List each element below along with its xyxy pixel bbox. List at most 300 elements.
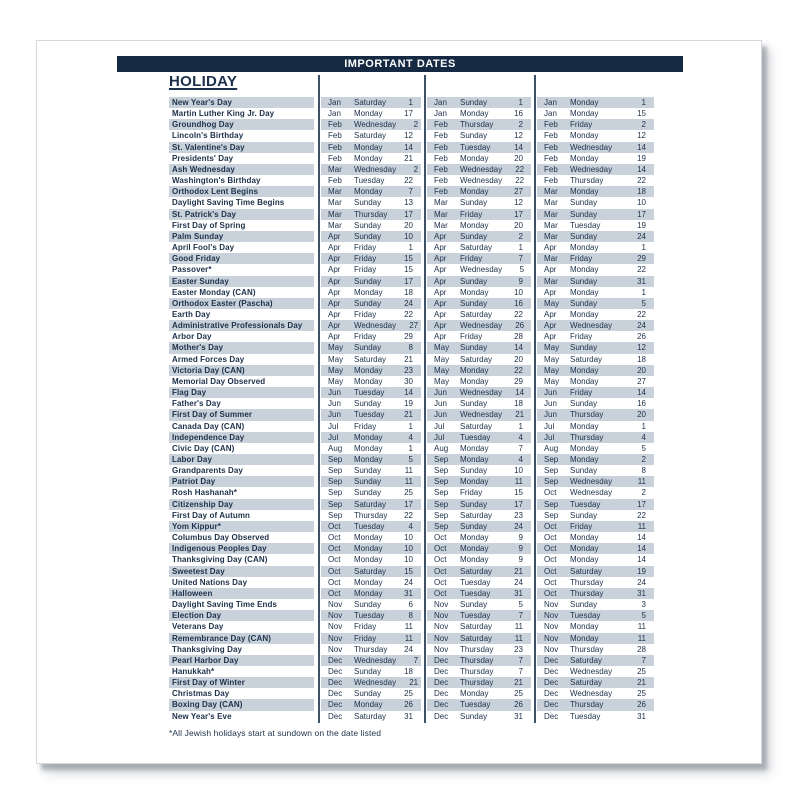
month-label: Dec bbox=[544, 700, 559, 710]
date-value: 14 bbox=[637, 533, 646, 543]
year-1-cell bbox=[321, 354, 421, 365]
cell-gap bbox=[314, 487, 321, 498]
cell-gap bbox=[314, 164, 321, 175]
holiday-name: Thanksgiving Day (CAN) bbox=[172, 555, 268, 565]
holiday-name: First Day of Autumn bbox=[172, 510, 251, 520]
year-1-cell bbox=[321, 108, 421, 119]
year-1-cell bbox=[321, 666, 421, 677]
year-2-cell bbox=[427, 677, 531, 688]
month-label: Sep bbox=[544, 510, 559, 520]
cell-gap bbox=[314, 454, 321, 465]
year-2-cell bbox=[427, 499, 531, 510]
date-value: 26 bbox=[637, 332, 646, 342]
weekday-label: Monday bbox=[570, 544, 599, 554]
month-label: Sep bbox=[544, 466, 559, 476]
weekday-label: Tuesday bbox=[460, 432, 491, 442]
date-value: 24 bbox=[514, 521, 523, 531]
date-value: 20 bbox=[514, 354, 523, 364]
month-label: Sep bbox=[328, 466, 343, 476]
holiday-row bbox=[169, 186, 654, 197]
date-value: 31 bbox=[404, 711, 413, 721]
holiday-name: Rosh Hashanah* bbox=[172, 488, 237, 498]
date-value: 31 bbox=[514, 711, 523, 721]
month-label: May bbox=[544, 343, 560, 353]
date-value: 7 bbox=[518, 611, 523, 621]
date-value: 15 bbox=[404, 254, 413, 264]
month-label: Feb bbox=[328, 153, 342, 163]
weekday-label: Monday bbox=[570, 109, 599, 119]
year-2-cell bbox=[427, 287, 531, 298]
cell-gap bbox=[314, 688, 321, 699]
weekday-label: Friday bbox=[354, 421, 377, 431]
month-label: Apr bbox=[328, 243, 341, 253]
holiday-name: Mother's Day bbox=[169, 342, 314, 353]
weekday-label: Saturday bbox=[570, 655, 603, 665]
month-label: May bbox=[434, 376, 450, 386]
month-label: Oct bbox=[434, 533, 447, 543]
cell-gap bbox=[314, 387, 321, 398]
year-2-cell bbox=[427, 298, 531, 309]
holiday-row bbox=[169, 421, 654, 432]
date-value: 31 bbox=[637, 711, 646, 721]
date-value: 11 bbox=[637, 633, 646, 643]
holiday-name: Canada Day (CAN) bbox=[172, 421, 245, 431]
weekday-label: Friday bbox=[354, 622, 377, 632]
year-1-cell bbox=[321, 164, 421, 175]
month-label: Dec bbox=[434, 711, 449, 721]
cell-gap bbox=[314, 309, 321, 320]
month-label: Mar bbox=[544, 187, 558, 197]
weekday-label: Wednesday bbox=[460, 410, 503, 420]
weekday-label: Sunday bbox=[460, 231, 488, 241]
holiday-row bbox=[169, 164, 654, 175]
year-2-cell bbox=[427, 588, 531, 599]
year-2-cell bbox=[427, 231, 531, 242]
weekday-label: Wednesday bbox=[460, 265, 503, 275]
weekday-label: Monday bbox=[460, 187, 489, 197]
year-3-cell bbox=[537, 365, 654, 376]
weekday-label: Sunday bbox=[354, 276, 382, 286]
date-value: 29 bbox=[637, 254, 646, 264]
date-value: 14 bbox=[637, 544, 646, 554]
year-2-cell bbox=[427, 633, 531, 644]
holiday-row bbox=[169, 476, 654, 487]
date-value: 31 bbox=[514, 588, 523, 598]
cell-gap bbox=[314, 287, 321, 298]
month-label: Jun bbox=[434, 410, 447, 420]
month-label: Feb bbox=[328, 176, 342, 186]
date-value: 12 bbox=[637, 343, 646, 353]
year-2-cell bbox=[427, 331, 531, 342]
month-label: May bbox=[544, 376, 560, 386]
weekday-label: Friday bbox=[570, 388, 593, 398]
month-label: Nov bbox=[544, 611, 559, 621]
year-2-cell bbox=[427, 443, 531, 454]
weekday-label: Sunday bbox=[354, 666, 382, 676]
weekday-label: Sunday bbox=[570, 343, 598, 353]
month-label: Feb bbox=[328, 120, 342, 130]
month-label: Feb bbox=[328, 142, 342, 152]
holiday-name: Citizenship Day bbox=[169, 499, 314, 510]
date-value: 7 bbox=[518, 443, 523, 453]
year-1-cell bbox=[321, 644, 421, 655]
year-2-cell bbox=[427, 342, 531, 353]
date-value: 16 bbox=[514, 109, 523, 119]
month-label: Aug bbox=[328, 443, 343, 453]
date-value: 11 bbox=[404, 466, 413, 476]
date-value: 11 bbox=[514, 477, 523, 487]
cell-gap bbox=[314, 610, 321, 621]
date-value: 30 bbox=[404, 376, 413, 386]
month-label: Nov bbox=[434, 611, 449, 621]
weekday-label: Saturday bbox=[460, 510, 493, 520]
weekday-label: Sunday bbox=[460, 198, 488, 208]
weekday-label: Monday bbox=[460, 365, 489, 375]
weekday-label: Monday bbox=[570, 98, 599, 107]
date-value: 3 bbox=[641, 600, 646, 610]
date-value: 17 bbox=[514, 209, 523, 219]
weekday-label: Thursday bbox=[460, 666, 494, 676]
month-label: Feb bbox=[544, 131, 558, 141]
month-label: Mar bbox=[544, 254, 558, 264]
date-value: 18 bbox=[514, 399, 523, 409]
month-label: Mar bbox=[434, 198, 448, 208]
holiday-row bbox=[169, 287, 654, 298]
date-value: 22 bbox=[404, 510, 413, 520]
weekday-label: Saturday bbox=[460, 633, 493, 643]
month-label: Oct bbox=[328, 521, 341, 531]
year-2-cell bbox=[427, 119, 531, 130]
year-1-cell bbox=[321, 588, 421, 599]
holiday-name: Good Friday bbox=[169, 253, 314, 264]
date-value: 17 bbox=[637, 499, 646, 509]
year-2-cell bbox=[427, 387, 531, 398]
date-value: 21 bbox=[514, 678, 523, 688]
year-1-cell bbox=[321, 231, 421, 242]
important-dates-banner: IMPORTANT DATES bbox=[117, 56, 683, 72]
date-value: 12 bbox=[514, 198, 523, 208]
weekday-label: Sunday bbox=[570, 399, 598, 409]
holiday-row bbox=[169, 655, 654, 666]
cell-gap bbox=[314, 644, 321, 655]
month-label: Jan bbox=[434, 109, 447, 119]
weekday-label: Sunday bbox=[460, 98, 488, 107]
weekday-label: Monday bbox=[570, 287, 599, 297]
weekday-label: Sunday bbox=[354, 231, 382, 241]
weekday-label: Thursday bbox=[460, 644, 494, 654]
cell-gap bbox=[314, 398, 321, 409]
date-value: 13 bbox=[404, 198, 413, 208]
month-label: Jan bbox=[544, 98, 557, 107]
year-2-cell bbox=[427, 365, 531, 376]
year-2-cell bbox=[427, 186, 531, 197]
holiday-name: Lincoln's Birthday bbox=[172, 131, 244, 141]
month-label: Oct bbox=[544, 521, 557, 531]
holiday-row bbox=[169, 644, 654, 655]
month-label: Nov bbox=[328, 633, 343, 643]
holiday-row bbox=[169, 331, 654, 342]
cell-gap bbox=[314, 276, 321, 287]
cell-gap bbox=[314, 209, 321, 220]
date-value: 17 bbox=[637, 209, 646, 219]
date-value: 15 bbox=[404, 566, 413, 576]
month-label: Dec bbox=[434, 700, 449, 710]
month-label: Apr bbox=[434, 332, 447, 342]
month-label: Mar bbox=[328, 164, 342, 174]
date-value: 1 bbox=[641, 421, 646, 431]
cell-gap bbox=[314, 298, 321, 309]
weekday-label: Monday bbox=[354, 376, 383, 386]
cell-gap bbox=[314, 421, 321, 432]
year-2-cell bbox=[427, 655, 531, 666]
weekday-label: Monday bbox=[354, 588, 383, 598]
cell-gap bbox=[314, 253, 321, 264]
weekday-label: Friday bbox=[354, 332, 377, 342]
date-value: 7 bbox=[518, 655, 523, 665]
weekday-label: Monday bbox=[354, 577, 383, 587]
date-value: 1 bbox=[408, 421, 413, 431]
holiday-row bbox=[169, 175, 654, 186]
weekday-label: Monday bbox=[570, 376, 599, 386]
weekday-label: Saturday bbox=[570, 354, 603, 364]
cell-gap bbox=[314, 342, 321, 353]
cell-gap bbox=[314, 588, 321, 599]
holiday-name: Hanukkah* bbox=[172, 666, 215, 676]
date-value: 7 bbox=[408, 187, 413, 197]
year-1-cell bbox=[321, 499, 421, 510]
year-3-cell bbox=[537, 320, 654, 331]
holiday-row bbox=[169, 320, 654, 331]
year-1-cell bbox=[321, 197, 421, 208]
holiday-name: Ash Wednesday bbox=[169, 164, 314, 175]
weekday-label: Thursday bbox=[460, 120, 494, 130]
weekday-label: Saturday bbox=[460, 566, 493, 576]
year-3-cell bbox=[537, 532, 654, 543]
date-value: 2 bbox=[518, 120, 523, 130]
month-label: Sep bbox=[544, 499, 559, 509]
month-label: Jul bbox=[544, 432, 555, 442]
date-value: 27 bbox=[409, 321, 419, 331]
date-value: 24 bbox=[637, 577, 646, 587]
date-value: 4 bbox=[408, 432, 413, 442]
year-2-cell bbox=[427, 242, 531, 253]
cell-gap bbox=[314, 220, 321, 231]
date-value: 12 bbox=[514, 131, 523, 141]
holiday-name: Halloween bbox=[169, 588, 314, 599]
month-label: Jul bbox=[544, 421, 555, 431]
holiday-row bbox=[169, 432, 654, 443]
holiday-name: United Nations Day bbox=[172, 577, 248, 587]
weekday-label: Monday bbox=[570, 309, 599, 319]
weekday-label: Sunday bbox=[354, 488, 382, 498]
holiday-row bbox=[169, 487, 654, 498]
weekday-label: Sunday bbox=[570, 600, 598, 610]
cell-gap bbox=[314, 476, 321, 487]
date-value: 2 bbox=[518, 231, 523, 241]
weekday-label: Tuesday bbox=[354, 176, 385, 186]
month-label: Apr bbox=[544, 265, 557, 275]
holiday-row bbox=[169, 242, 654, 253]
year-1-cell bbox=[321, 566, 421, 577]
cell-gap bbox=[314, 186, 321, 197]
year-2-cell bbox=[427, 253, 531, 264]
date-value: 6 bbox=[408, 600, 413, 610]
month-label: Apr bbox=[328, 231, 341, 241]
weekday-label: Tuesday bbox=[354, 611, 385, 621]
date-value: 31 bbox=[637, 588, 646, 598]
month-label: Mar bbox=[328, 220, 342, 230]
year-3-cell bbox=[537, 699, 654, 710]
month-label: Sep bbox=[328, 488, 343, 498]
cell-gap bbox=[314, 566, 321, 577]
date-value: 25 bbox=[404, 689, 413, 699]
date-value: 20 bbox=[404, 220, 413, 230]
holiday-name: Flag Day bbox=[169, 387, 314, 398]
month-label: Jul bbox=[434, 432, 445, 442]
date-value: 18 bbox=[404, 666, 413, 676]
date-value: 22 bbox=[404, 309, 413, 319]
cell-gap bbox=[314, 699, 321, 710]
year-3-cell bbox=[537, 409, 654, 420]
date-value: 22 bbox=[404, 176, 413, 186]
date-value: 17 bbox=[404, 499, 413, 509]
year-3-cell bbox=[537, 476, 654, 487]
date-value: 22 bbox=[637, 265, 646, 275]
weekday-label: Monday bbox=[570, 265, 599, 275]
month-label: Jun bbox=[544, 399, 557, 409]
holiday-name: Earth Day bbox=[172, 309, 211, 319]
holiday-row bbox=[169, 398, 654, 409]
cell-gap bbox=[314, 532, 321, 543]
weekday-label: Thursday bbox=[570, 588, 604, 598]
month-label: Nov bbox=[434, 633, 449, 643]
date-value: 23 bbox=[514, 510, 523, 520]
month-label: Sep bbox=[328, 455, 343, 464]
month-label: Jan bbox=[544, 109, 557, 119]
month-label: Apr bbox=[434, 287, 447, 297]
weekday-label: Monday bbox=[460, 689, 489, 699]
holiday-row bbox=[169, 554, 654, 565]
jewish-holidays-footnote: *All Jewish holidays start at sundown on the date listed bbox=[169, 728, 382, 738]
date-value: 15 bbox=[514, 488, 523, 498]
month-label: Dec bbox=[544, 655, 559, 665]
date-value: 5 bbox=[641, 443, 646, 453]
date-value: 7 bbox=[641, 655, 646, 665]
cell-gap bbox=[314, 543, 321, 554]
month-label: Jul bbox=[434, 421, 445, 431]
holiday-name: Daylight Saving Time Begins bbox=[172, 198, 285, 208]
weekday-label: Monday bbox=[460, 287, 489, 297]
year-3-cell bbox=[537, 655, 654, 666]
month-label: Oct bbox=[328, 544, 341, 554]
cell-gap bbox=[314, 119, 321, 130]
holiday-row bbox=[169, 231, 654, 242]
weekday-label: Monday bbox=[570, 243, 599, 253]
weekday-label: Wednesday bbox=[354, 678, 397, 688]
date-value: 26 bbox=[515, 321, 525, 331]
year-3-cell bbox=[537, 153, 654, 164]
month-label: Jun bbox=[544, 410, 557, 420]
year-3-cell bbox=[537, 443, 654, 454]
month-label: Dec bbox=[544, 666, 559, 676]
weekday-label: Wednesday bbox=[570, 488, 613, 498]
weekday-label: Wednesday bbox=[570, 477, 613, 487]
year-2-cell bbox=[427, 510, 531, 521]
weekday-label: Sunday bbox=[354, 298, 382, 308]
holiday-row bbox=[169, 298, 654, 309]
weekday-label: Monday bbox=[460, 544, 489, 554]
year-3-cell bbox=[537, 633, 654, 644]
holiday-name: Civic Day (CAN) bbox=[172, 443, 235, 453]
month-label: Mar bbox=[544, 276, 558, 286]
date-value: 24 bbox=[404, 298, 413, 308]
weekday-label: Saturday bbox=[460, 309, 493, 319]
month-label: Feb bbox=[434, 153, 448, 163]
year-1-cell bbox=[321, 521, 421, 532]
holiday-row bbox=[169, 387, 654, 398]
year-2-cell bbox=[427, 130, 531, 141]
month-label: Aug bbox=[434, 443, 449, 453]
date-value: 25 bbox=[637, 666, 646, 676]
weekday-label: Friday bbox=[460, 332, 483, 342]
month-label: Apr bbox=[328, 265, 341, 275]
month-label: Feb bbox=[434, 176, 448, 186]
year-3-cell bbox=[537, 108, 654, 119]
weekday-label: Thursday bbox=[570, 644, 604, 654]
holiday-row bbox=[169, 599, 654, 610]
month-label: Apr bbox=[434, 276, 447, 286]
cell-gap bbox=[314, 130, 321, 141]
year-1-cell bbox=[321, 409, 421, 420]
date-value: 22 bbox=[637, 176, 646, 186]
weekday-label: Monday bbox=[354, 365, 383, 375]
weekday-label: Tuesday bbox=[460, 142, 491, 152]
year-1-cell bbox=[321, 276, 421, 287]
weekday-label: Tuesday bbox=[354, 521, 385, 531]
date-value: 1 bbox=[641, 287, 646, 297]
weekday-label: Sunday bbox=[354, 220, 382, 230]
year-2-cell bbox=[427, 97, 531, 108]
year-3-cell bbox=[537, 711, 654, 722]
month-label: Nov bbox=[544, 633, 559, 643]
year-1-cell bbox=[321, 142, 421, 153]
holiday-row bbox=[169, 108, 654, 119]
date-value: 21 bbox=[404, 153, 413, 163]
month-label: Apr bbox=[434, 254, 447, 264]
holiday-name: St. Valentine's Day bbox=[169, 142, 314, 153]
date-value: 31 bbox=[637, 276, 646, 286]
weekday-label: Monday bbox=[460, 555, 489, 565]
weekday-label: Monday bbox=[570, 131, 599, 141]
month-label: Feb bbox=[434, 120, 448, 130]
month-label: Feb bbox=[544, 153, 558, 163]
date-value: 23 bbox=[514, 644, 523, 654]
cell-gap bbox=[314, 354, 321, 365]
month-label: Oct bbox=[544, 488, 557, 498]
month-label: Sep bbox=[544, 455, 559, 464]
weekday-label: Friday bbox=[354, 265, 377, 275]
weekday-label: Tuesday bbox=[570, 611, 601, 621]
cell-gap bbox=[314, 655, 321, 666]
date-value: 19 bbox=[637, 153, 646, 163]
month-label: Sep bbox=[434, 455, 449, 464]
weekday-label: Thursday bbox=[570, 700, 604, 710]
year-3-cell bbox=[537, 398, 654, 409]
holiday-row bbox=[169, 633, 654, 644]
weekday-label: Sunday bbox=[460, 466, 488, 476]
cell-gap bbox=[314, 633, 321, 644]
holiday-row bbox=[169, 354, 654, 365]
